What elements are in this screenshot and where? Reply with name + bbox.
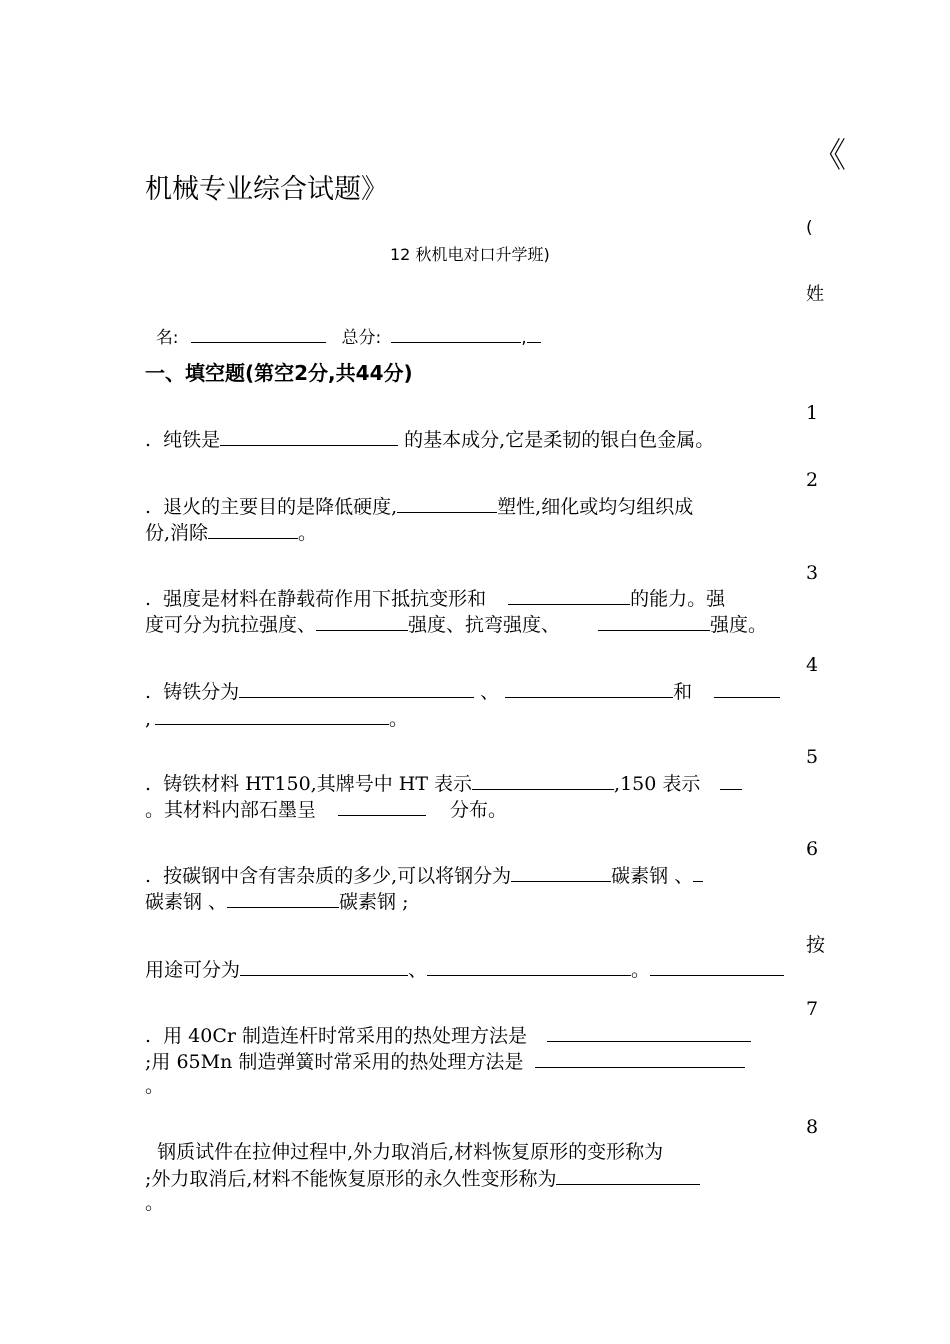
q6-text-a: . 按碳钢中含有害杂质的多少,可以将钢分为: [145, 864, 512, 887]
q5-text-d: 分布。: [450, 798, 508, 821]
question-4-line-2: [145, 704, 408, 732]
question-8-line-1: [145, 1139, 663, 1165]
q7-blank-1[interactable]: [547, 1021, 751, 1042]
q1-blank-1[interactable]: [220, 425, 398, 446]
q6b-text-b: 、: [408, 958, 428, 981]
q7-blank-2[interactable]: [535, 1047, 745, 1068]
q4-text-c: 和: [673, 680, 693, 703]
q1-text-b: 的基本成分,它是柔韧的银白色金属。: [398, 428, 715, 451]
q6-text-b: 碳素钢 、: [611, 864, 694, 887]
q7-text-a: . 用 40Cr 制造连杆时常采用的热处理方法是: [145, 1024, 527, 1047]
question-3-line-2: [145, 610, 767, 638]
section-title: 一、填空题(第空2分,共44分): [145, 361, 413, 385]
q5-text-b: ,150 表示: [614, 772, 701, 795]
question-number: 4: [806, 654, 819, 676]
question-7-line-3: [145, 1073, 164, 1099]
score-field-tail[interactable]: [527, 324, 541, 343]
question-3-line-1: [145, 584, 725, 612]
name-score-row: [145, 303, 541, 348]
q8-text-a: 钢质试件在拉伸过程中,外力取消后,材料恢复原形的变形称为: [145, 1141, 664, 1163]
q6b-text-a: 用途可分为: [145, 958, 241, 981]
q4-text-d: ,: [145, 707, 152, 730]
question-number: 2: [806, 469, 819, 491]
question-number: 6: [806, 838, 819, 860]
q6-blank-1[interactable]: [511, 861, 611, 882]
q7-text-b: ;用 65Mn 制造弹簧时常采用的热处理方法是: [145, 1050, 524, 1073]
q6-text-c: 碳素钢 、: [145, 890, 228, 913]
q8-text-b: ;外力取消后,材料不能恢复原形的永久性变形称为: [145, 1167, 557, 1190]
q5-blank-1[interactable]: [472, 769, 614, 790]
question-5-line-2: [145, 795, 507, 823]
question-number: 3: [806, 562, 819, 584]
q5-text-a: . 铸铁材料 HT150,其牌号中 HT 表示: [145, 772, 473, 795]
q2-blank-1[interactable]: [397, 492, 497, 513]
q2-text-c: 份,消除: [145, 521, 209, 544]
question-7-line-2: [145, 1047, 745, 1075]
q4-blank-1[interactable]: [239, 677, 474, 698]
q3-text-e: 强度。: [710, 613, 768, 636]
q6b-blank-2[interactable]: [427, 955, 631, 976]
q4-blank-3[interactable]: [714, 677, 780, 698]
question-2-line-2: [145, 518, 317, 546]
q3-blank-1[interactable]: [508, 584, 630, 605]
q8-blank-1[interactable]: [556, 1164, 700, 1185]
q8-text-c: 。: [145, 1192, 165, 1214]
question-number: 按: [806, 934, 826, 956]
title-open-bracket: 《: [812, 136, 846, 176]
q3-text-c: 度可分为抗拉强度、: [145, 613, 317, 636]
question-5-line-1: [145, 769, 742, 797]
q2-text-b: 塑性,细化或均匀组织成: [497, 495, 694, 518]
question-8-line-2: [145, 1164, 700, 1192]
q5-blank-3[interactable]: [338, 795, 426, 816]
q3-blank-3[interactable]: [598, 610, 710, 631]
q5-text-c: 。其材料内部石墨呈: [145, 798, 317, 821]
q4-blank-2[interactable]: [505, 677, 673, 698]
q6-blank-3[interactable]: [227, 887, 339, 908]
paren-open: (: [806, 218, 813, 238]
score-tail: ,: [521, 328, 527, 348]
q3-blank-2[interactable]: [316, 610, 408, 631]
class-name: 12 秋机电对口升学班): [390, 245, 550, 264]
q6b-text-c: 。: [631, 958, 651, 981]
question-6-line-2: [145, 887, 409, 915]
q6-blank-2[interactable]: [693, 861, 703, 882]
name-label: 名:: [155, 328, 179, 348]
page-title: 机械专业综合试题》: [145, 174, 388, 205]
score-field[interactable]: [391, 324, 521, 343]
q1-text-a: . 纯铁是: [145, 428, 221, 451]
question-number: 1: [806, 402, 819, 424]
q4-blank-4[interactable]: [155, 704, 389, 725]
question-number: 7: [806, 998, 819, 1020]
question-number: 5: [806, 746, 819, 768]
q6b-blank-3[interactable]: [650, 955, 784, 976]
q4-text-a: . 铸铁分为: [145, 680, 240, 703]
question-7-line-1: [145, 1021, 751, 1049]
question-6-line-1: [145, 861, 703, 889]
q3-text-b: 的能力。强: [630, 587, 726, 610]
q5-blank-2[interactable]: [720, 769, 742, 790]
score-label: 总分:: [341, 328, 382, 348]
q6-text-d: 碳素钢 ;: [339, 890, 409, 913]
question-2-line-1: [145, 492, 693, 520]
q7-text-c: 。: [145, 1075, 165, 1097]
question-4-line-1: [145, 677, 780, 705]
name-field[interactable]: [191, 324, 326, 343]
question-number: 8: [806, 1116, 819, 1138]
q2-text-a: . 退火的主要目的是降低硬度,: [145, 495, 398, 518]
q2-text-d: 。: [298, 521, 318, 544]
q3-text-d: 强度、抗弯强度、: [408, 613, 561, 636]
q6b-blank-1[interactable]: [240, 955, 408, 976]
q4-text-e: 。: [389, 707, 409, 730]
question-8-line-3: [145, 1190, 164, 1216]
name-char: 姓: [806, 284, 824, 305]
q2-blank-2[interactable]: [208, 518, 298, 539]
q3-text-a: . 强度是材料在静载荷作用下抵抗变形和: [145, 587, 487, 610]
question-6b-line-1: [145, 955, 784, 983]
q4-text-b: 、: [474, 680, 500, 703]
question-1-line-1: [145, 425, 714, 453]
